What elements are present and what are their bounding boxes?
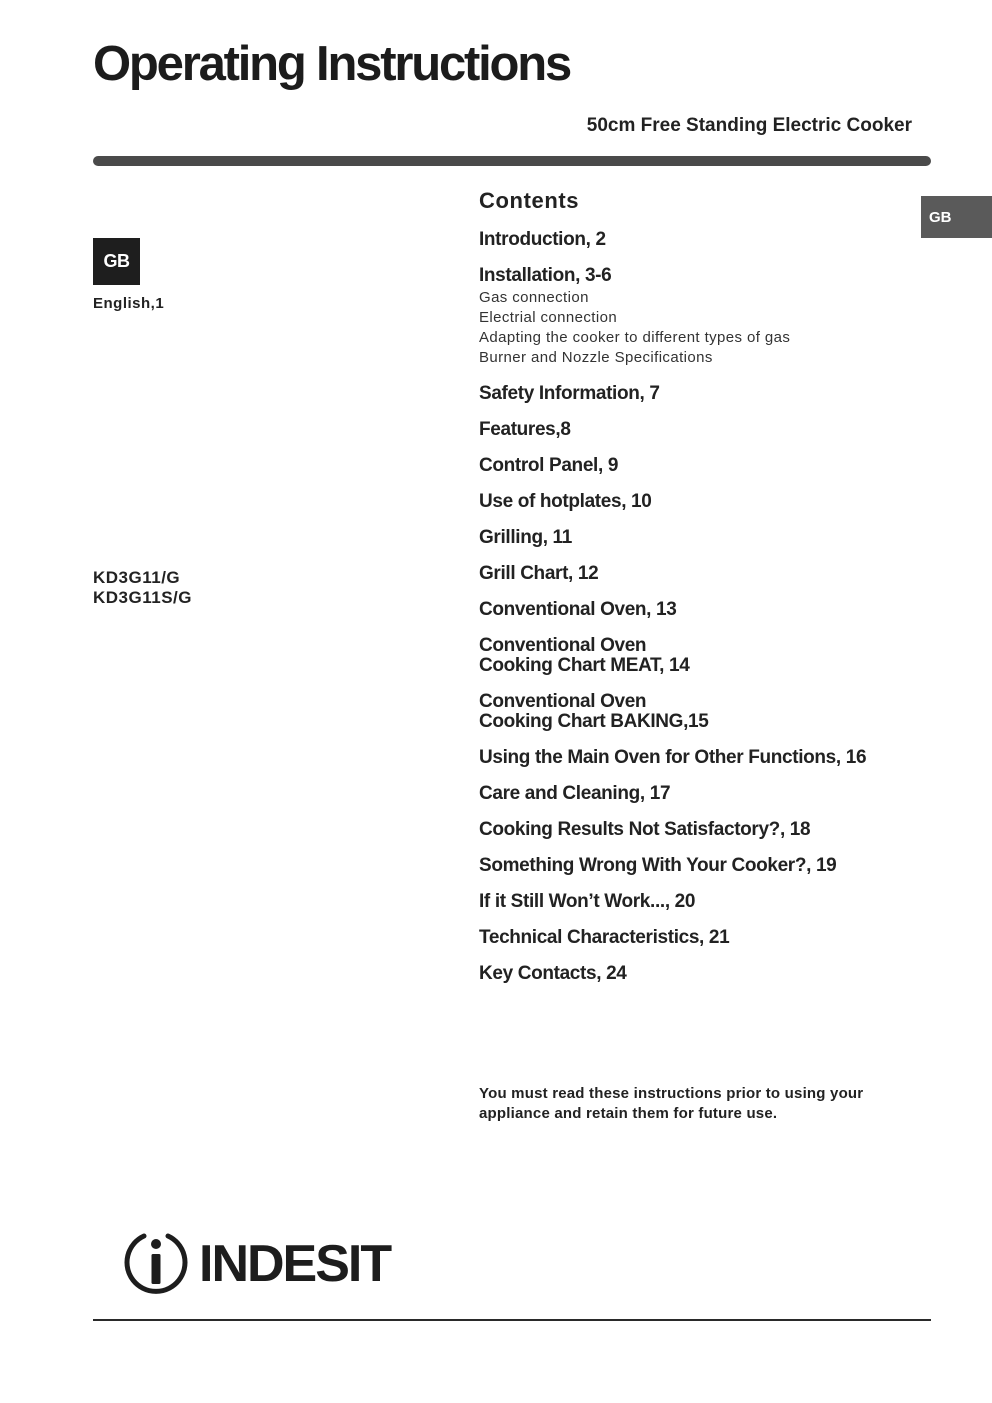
toc-entry-title: Introduction, 2 bbox=[479, 229, 606, 250]
language-label: English,1 bbox=[93, 295, 165, 312]
toc-entry-title: If it Still Won’t Work..., 20 bbox=[479, 891, 696, 912]
toc-entry-title: Safety Information, 7 bbox=[479, 383, 660, 404]
page-title: Operating Instructions bbox=[93, 37, 571, 91]
toc-entry-title: Grilling, 11 bbox=[479, 527, 572, 548]
toc-entry bbox=[479, 784, 919, 804]
toc-entry-title: Grill Chart, 12 bbox=[479, 563, 599, 584]
toc-entry bbox=[479, 384, 919, 404]
info-circle-icon bbox=[124, 1232, 190, 1296]
toc-entry bbox=[479, 564, 919, 584]
toc-entry bbox=[479, 636, 919, 676]
toc-entry bbox=[479, 600, 919, 620]
toc-entry-title: Features,8 bbox=[479, 419, 571, 440]
toc-entry-title: Key Contacts, 24 bbox=[479, 963, 627, 984]
toc-entry-title: Cooking Results Not Satisfactory?, 18 bbox=[479, 819, 811, 840]
toc-entry-title: Using the Main Oven for Other Functions, 16 bbox=[479, 747, 867, 768]
toc-entry bbox=[479, 892, 919, 912]
toc-sub-item: Electrial connection bbox=[479, 309, 618, 326]
toc-list bbox=[479, 230, 919, 984]
toc-entry bbox=[479, 230, 919, 250]
toc-entry bbox=[479, 928, 919, 948]
toc-entry-title: Something Wrong With Your Cooker?, 19 bbox=[479, 855, 837, 876]
brand-wordmark: INDESIT bbox=[199, 1235, 391, 1293]
toc-entry-title: Conventional Oven, 13 bbox=[479, 599, 677, 620]
toc-entry bbox=[479, 856, 919, 876]
toc-entry-title: Control Panel, 9 bbox=[479, 455, 619, 476]
toc-entry bbox=[479, 692, 919, 732]
toc-entry bbox=[479, 266, 919, 368]
read-instructions-notice: You must read these instructions prior to using your appliance and retain them for future use. bbox=[479, 1085, 864, 1122]
toc-entry bbox=[479, 528, 919, 548]
toc-entry bbox=[479, 456, 919, 476]
toc-sub-item: Burner and Nozzle Specifications bbox=[479, 349, 713, 366]
contents-heading: Contents bbox=[479, 188, 580, 213]
table-of-contents bbox=[479, 186, 919, 1000]
product-subtitle: 50cm Free Standing Electric Cooker bbox=[586, 115, 912, 136]
toc-entry-title: Conventional Oven Cooking Chart BAKING,15 bbox=[479, 691, 709, 732]
toc-sub-item: Gas connection bbox=[479, 289, 589, 306]
indesit-logo bbox=[124, 1232, 391, 1296]
side-language-tab: GB bbox=[921, 196, 992, 238]
language-badge: GB bbox=[93, 238, 140, 285]
toc-entry-title: Technical Characteristics, 21 bbox=[479, 927, 730, 948]
toc-entry bbox=[479, 748, 919, 768]
toc-entry bbox=[479, 964, 919, 984]
toc-entry-title: Conventional Oven Cooking Chart MEAT, 14 bbox=[479, 635, 690, 676]
toc-entry-title: Installation, 3-6 bbox=[479, 265, 612, 286]
toc-entry bbox=[479, 420, 919, 440]
toc-entry-title: Care and Cleaning, 17 bbox=[479, 783, 671, 804]
toc-entry bbox=[479, 492, 919, 512]
model-number: KD3G11S/G bbox=[93, 588, 192, 607]
footer-divider bbox=[93, 1319, 931, 1321]
toc-sub-item: Adapting the cooker to different types of gas bbox=[479, 329, 791, 346]
model-number: KD3G11/G bbox=[93, 568, 181, 587]
header-divider bbox=[93, 156, 931, 166]
toc-sublist bbox=[479, 288, 919, 368]
toc-entry bbox=[479, 820, 919, 840]
toc-entry-title: Use of hotplates, 10 bbox=[479, 491, 652, 512]
model-numbers bbox=[93, 568, 192, 608]
